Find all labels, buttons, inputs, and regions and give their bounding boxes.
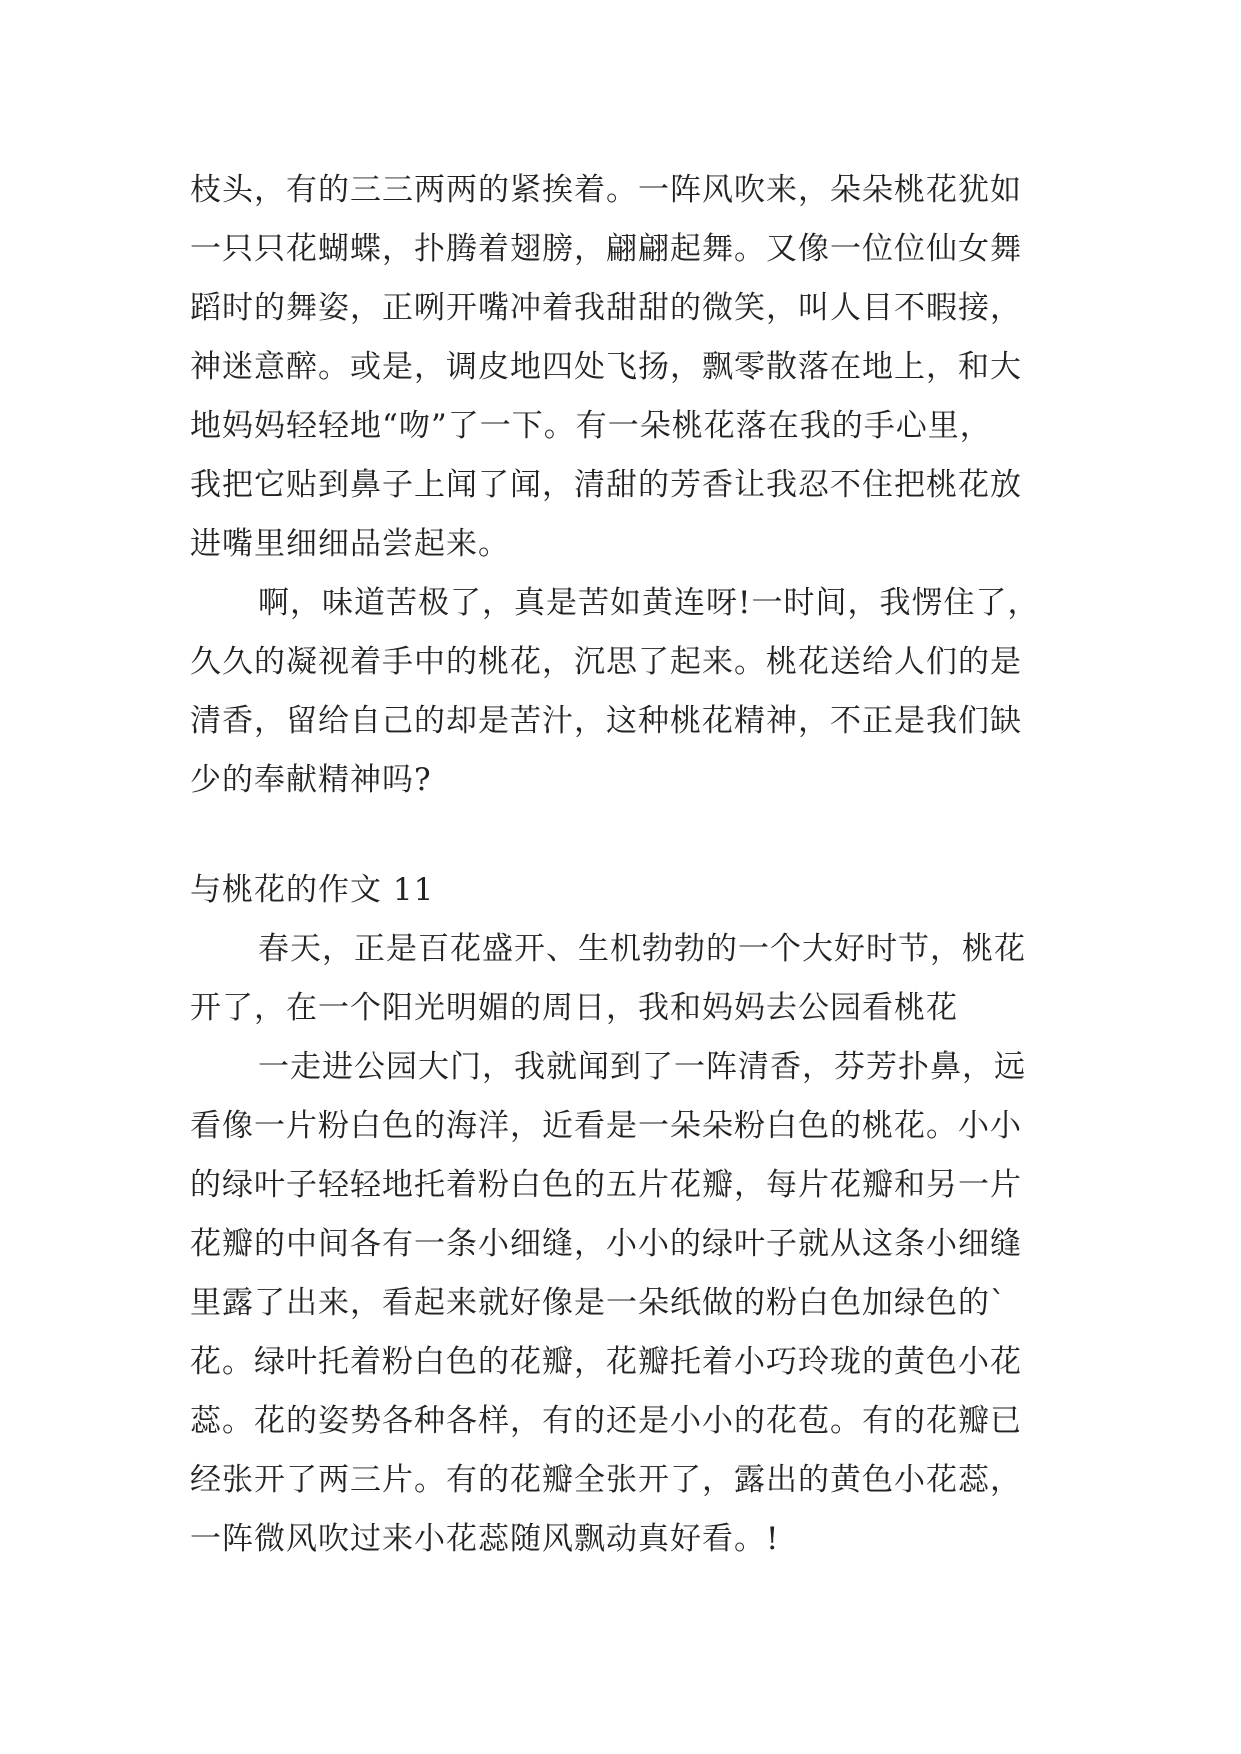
text-line: 清香，留给自己的却是苦汁，这种桃花精神，不正是我们缺 — [190, 703, 1022, 739]
section-title: 与桃花的作文 11 — [190, 872, 435, 908]
text-line: 经张开了两三片。有的花瓣全张开了，露出的黄色小花蕊， — [190, 1462, 1022, 1498]
text-line: 的绿叶子轻轻地托着粉白色的五片花瓣，每片花瓣和另一片 — [190, 1167, 1022, 1203]
paragraph-first-line: 春天，正是百花盛开、生机勃勃的一个大好时节，桃花 — [258, 931, 1026, 967]
text-line: 进嘴里细细品尝起来。 — [190, 526, 510, 562]
text-line: 一只只花蝴蝶，扑腾着翅膀，翩翩起舞。又像一位位仙女舞 — [190, 231, 1022, 267]
text-line: 神迷意醉。或是，调皮地四处飞扬，飘零散落在地上，和大 — [190, 349, 1022, 385]
text-line: 少的奉献精神吗? — [190, 762, 432, 798]
paragraph-first-line: 一走进公园大门，我就闻到了一阵清香，芬芳扑鼻，远 — [258, 1049, 1026, 1085]
text-line: 一阵微风吹过来小花蕊随风飘动真好看。! — [190, 1521, 780, 1557]
text-line: 蕊。花的姿势各种各样，有的还是小小的花苞。有的花瓣已 — [190, 1403, 1022, 1439]
text-line: 地妈妈轻轻地“吻”了一下。有一朵桃花落在我的手心里， — [190, 408, 992, 444]
paragraph-first-line: 啊，味道苦极了，真是苦如黄连呀!一时间，我愣住了， — [258, 585, 1040, 621]
text-line: 里露了出来，看起来就好像是一朵纸做的粉白色加绿色的` — [190, 1285, 1007, 1321]
text-line: 看像一片粉白色的海洋，近看是一朵朵粉白色的桃花。小小 — [190, 1108, 1022, 1144]
text-line: 花瓣的中间各有一条小细缝，小小的绿叶子就从这条小细缝 — [190, 1226, 1022, 1262]
text-line: 开了，在一个阳光明媚的周日，我和妈妈去公园看桃花 — [190, 990, 958, 1026]
text-line: 久久的凝视着手中的桃花，沉思了起来。桃花送给人们的是 — [190, 644, 1022, 680]
text-line: 枝头，有的三三两两的紧挨着。一阵风吹来，朵朵桃花犹如 — [190, 172, 1022, 208]
text-line: 花。绿叶托着粉白色的花瓣，花瓣托着小巧玲珑的黄色小花 — [190, 1344, 1022, 1380]
text-line: 蹈时的舞姿，正咧开嘴冲着我甜甜的微笑，叫人目不暇接， — [190, 290, 1022, 326]
text-line: 我把它贴到鼻子上闻了闻，清甜的芳香让我忍不住把桃花放 — [190, 467, 1022, 503]
